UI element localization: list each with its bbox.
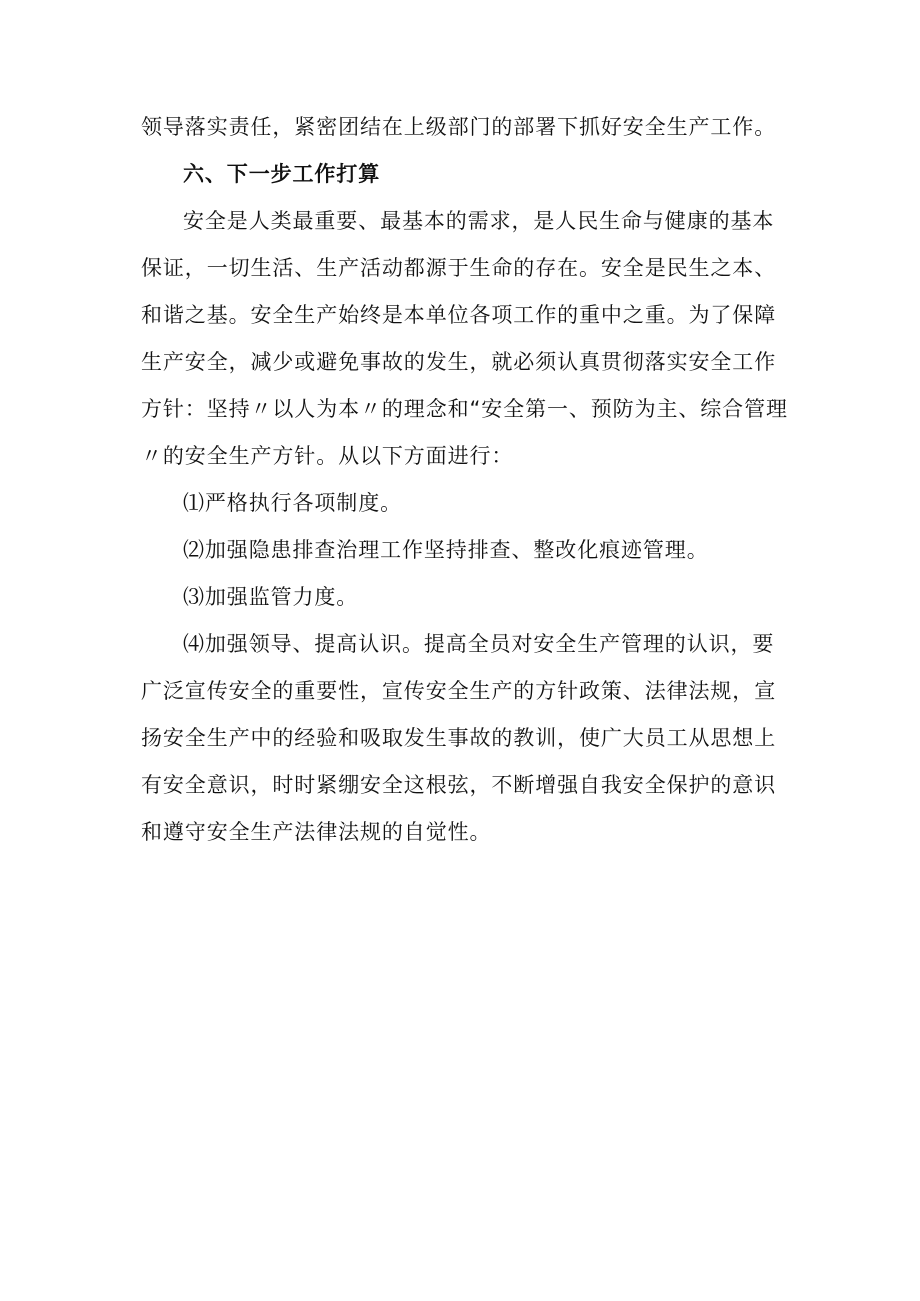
list-item: ⑶加强监管力度。 <box>183 585 359 609</box>
paragraph-body: 安全是人类最重要、最基本的需求，是人民生命与健康的基本保证，一切生活、生产活动都源于生命的存在。安全是民生之本、和谐之基。安全生产始终是本单位各项工作的重中之重。为了保障生产安全，减少或避免事故的发生，就必须认真贯彻落实安全工作方针：坚持〃以人为本〃的理念和“安全第一、预防为主、综合管理〃的安全生产方针。从以下方面进行： <box>141 209 788 468</box>
document-body <box>141 104 791 856</box>
section-heading: 六、下一步工作打算 <box>183 162 381 186</box>
paragraph-continued: 领导落实责任，紧密团结在上级部门的部署下抓好安全生产工作。 <box>141 115 777 139</box>
list-item: ⑷加强领导、提高认识。提高全员对安全生产管理的认识，要广泛宣传安全的重要性，宣传安全生产的方针政策、法律法规，宣扬安全生产中的经验和吸取发生事故的教训，使广大员工从思想上有安全意识，时时紧绷安全这根弦，不断增强自我安全保护的意识和遵守安全生产法律法规的自觉性。 <box>141 632 777 844</box>
list-item: ⑴严格执行各项制度。 <box>183 491 402 515</box>
list-item: ⑵加强隐患排查治理工作坚持排查、整改化痕迹管理。 <box>183 538 709 562</box>
